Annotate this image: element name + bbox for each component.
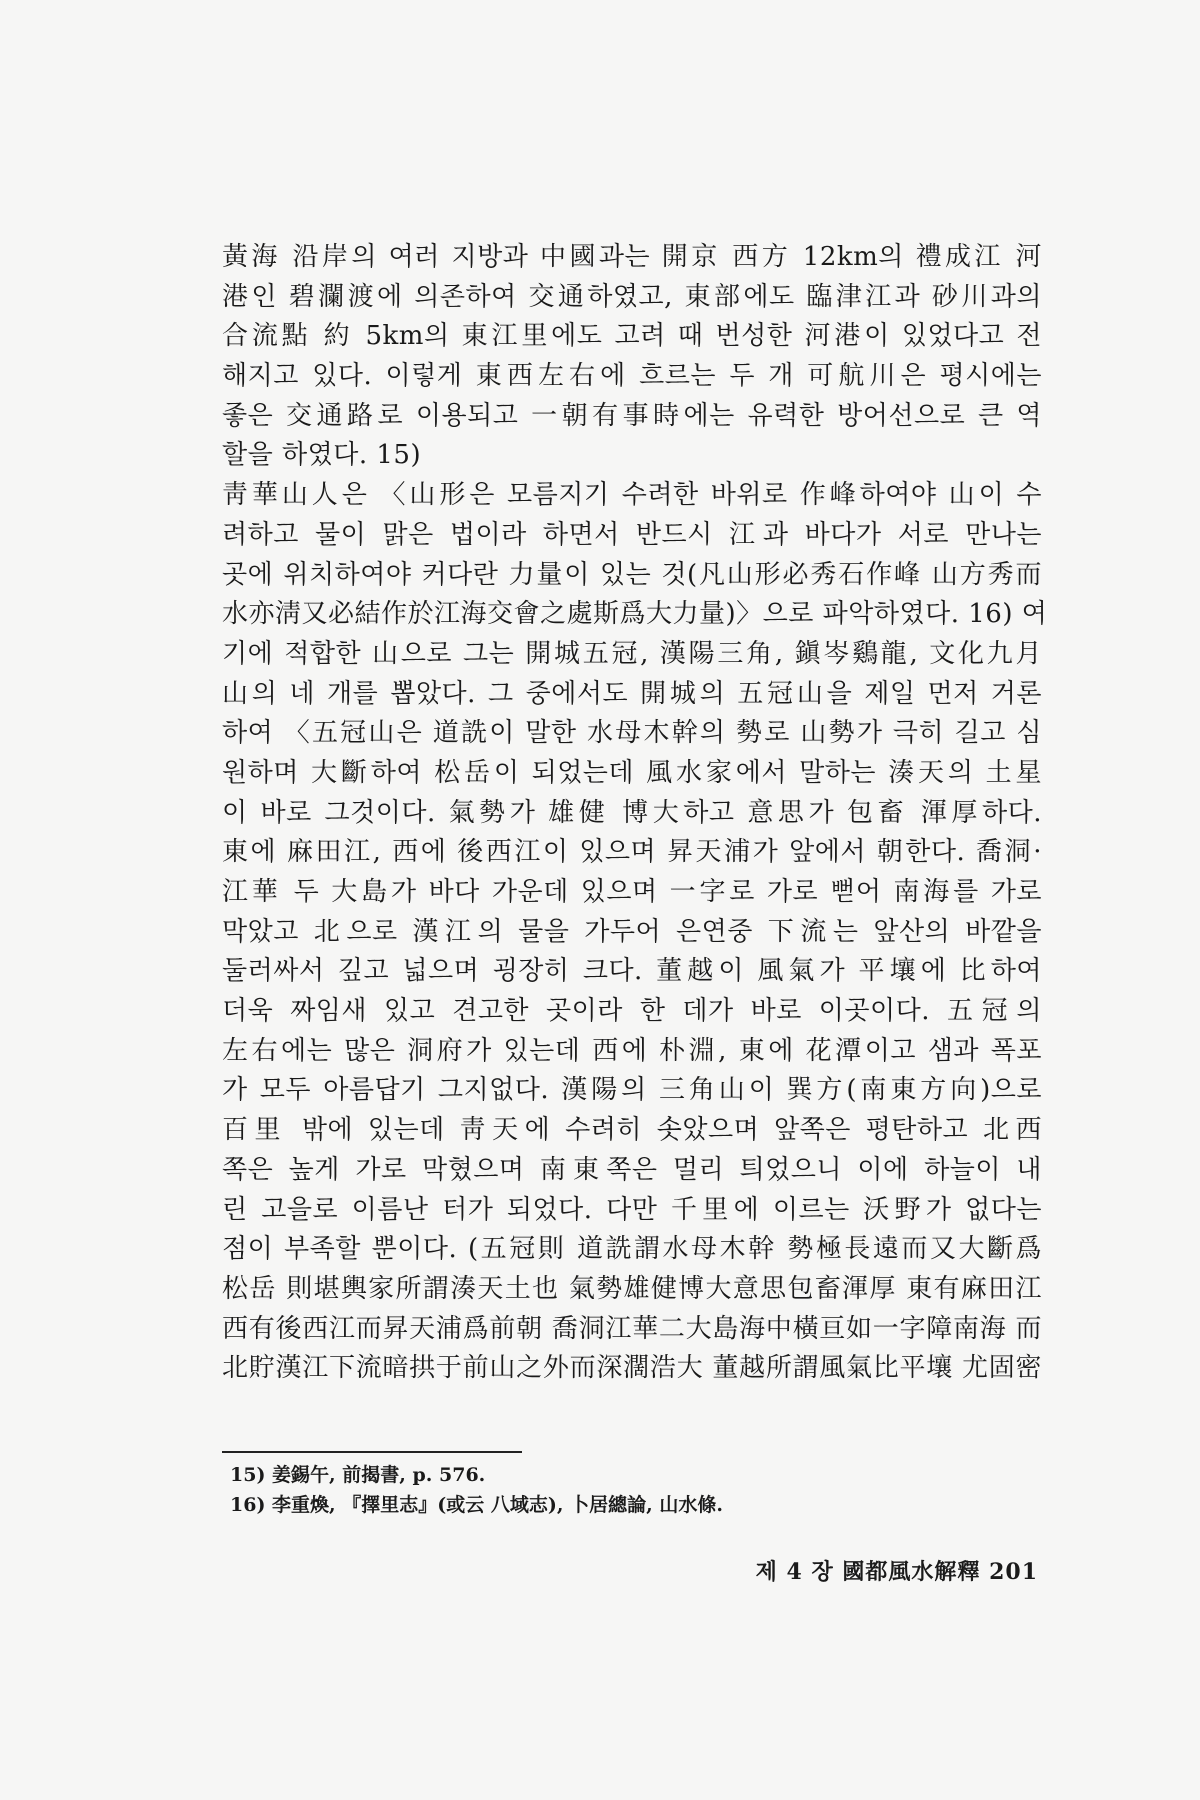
text-line: 靑華山人은 〈山形은 모름지기 수려한 바위로 作峰하여야 山이 수 — [222, 480, 1042, 511]
text-line: 黃海 沿岸의 여러 지방과 中國과는 開京 西方 12km의 禮成江 河 — [222, 242, 1042, 272]
text-line: 둘러싸서 깊고 넓으며 굉장히 크다. 董越이 風氣가 平壤에 比하여 — [222, 956, 1042, 987]
text-line: 百里 밖에 있는데 靑天에 수려히 솟았으며 앞쪽은 평탄하고 北西 — [222, 1115, 1042, 1146]
text-line: 기에 적합한 山으로 그는 開城五冠, 漢陽三角, 鎭岑鷄龍, 文化九月 — [222, 638, 1042, 669]
text-line: 해지고 있다. 이렇게 東西左右에 흐르는 두 개 可航川은 평시에는 — [222, 361, 1042, 392]
text-line: 원하며 大斷하여 松岳이 되었는데 風水家에서 말하는 湊天의 土星 — [222, 757, 1042, 788]
text-line: 막았고 北으로 漢江의 물을 가두어 은연중 下流는 앞산의 바깥을 — [222, 916, 1042, 947]
body-text — [222, 238, 1048, 1389]
text-line: 西有後西江而昇天浦爲前朝 喬洞江華二大島海中橫亘如一字障南海 而 — [222, 1313, 1042, 1344]
text-line: 이 바로 그것이다. 氣勢가 雄健 博大하고 意思가 包畜 渾厚하다. — [222, 797, 1042, 828]
footnote: 16) 李重煥, 『擇里志』(或云 八域志), 卜居總論, 山水條. — [230, 1494, 723, 1516]
footnote: 15) 姜錫午, 前揭書, p. 576. — [230, 1464, 486, 1486]
text-line: 水亦淸又必結作於江海交會之處斯爲大力量)〉으로 파악하였다. 16) 여 — [222, 599, 1048, 630]
text-line: 더욱 짜임새 있고 견고한 곳이라 한 데가 바로 이곳이다. 五冠의 — [222, 996, 1042, 1027]
text-line: 左右에는 많은 洞府가 있는데 西에 朴淵, 東에 花潭이고 샘과 폭포 — [222, 1035, 1042, 1066]
text-line: 江華 두 大島가 바다 가운데 있으며 一字로 가로 뻗어 南海를 가로 — [222, 877, 1042, 907]
text-line: 점이 부족할 뿐이다. (五冠則 道詵謂水母木幹 勢極長遠而又大斷爲 — [222, 1234, 1042, 1265]
text-line: 쪽은 높게 가로 막혔으며 南東쪽은 멀리 틔었으니 이에 하늘이 내 — [222, 1154, 1042, 1185]
text-line: 린 고을로 이름난 터가 되었다. 다만 千里에 이르는 沃野가 없다는 — [222, 1194, 1042, 1225]
text-line: 곳에 위치하여야 커다란 力量이 있는 것(凡山形必秀石作峰 山方秀而 — [222, 559, 1042, 590]
text-line: 山의 네 개를 뽑았다. 그 중에서도 開城의 五冠山을 제일 먼저 거론 — [222, 678, 1042, 709]
running-footer: 제 4 장 國都風水解釋 201 — [755, 1559, 1038, 1585]
text-line: 松岳 則堪輿家所謂湊天土也 氣勢雄健博大意思包畜渾厚 東有麻田江 — [222, 1273, 1042, 1304]
text-line: 할을 하였다. 15) — [222, 440, 422, 471]
text-line: 北貯漢江下流暗拱于前山之外而深濶浩大 董越所謂風氣比平壤 尤固密 — [222, 1353, 1042, 1384]
text-line: 려하고 물이 맑은 법이라 하면서 반드시 江과 바다가 서로 만나는 — [222, 519, 1042, 550]
text-line: 東에 麻田江, 西에 後西江이 있으며 昇天浦가 앞에서 朝한다. 喬洞· — [222, 837, 1042, 868]
text-line: 하여 〈五冠山은 道詵이 말한 水母木幹의 勢로 山勢가 극히 길고 심 — [222, 718, 1042, 749]
text-line: 좋은 交通路로 이용되고 一朝有事時에는 유력한 방어선으로 큰 역 — [222, 400, 1042, 431]
text-line: 가 모두 아름답기 그지없다. 漢陽의 三角山이 巽方(南東方向)으로 — [222, 1075, 1042, 1106]
footnote-divider — [222, 1451, 522, 1453]
text-line: 合流點 約 5km의 東江里에도 고려 때 번성한 河港이 있었다고 전 — [222, 321, 1042, 352]
text-line: 港인 碧瀾渡에 의존하여 交通하였고, 東部에도 臨津江과 砂川과의 — [222, 281, 1042, 312]
footnotes — [230, 1460, 990, 1520]
